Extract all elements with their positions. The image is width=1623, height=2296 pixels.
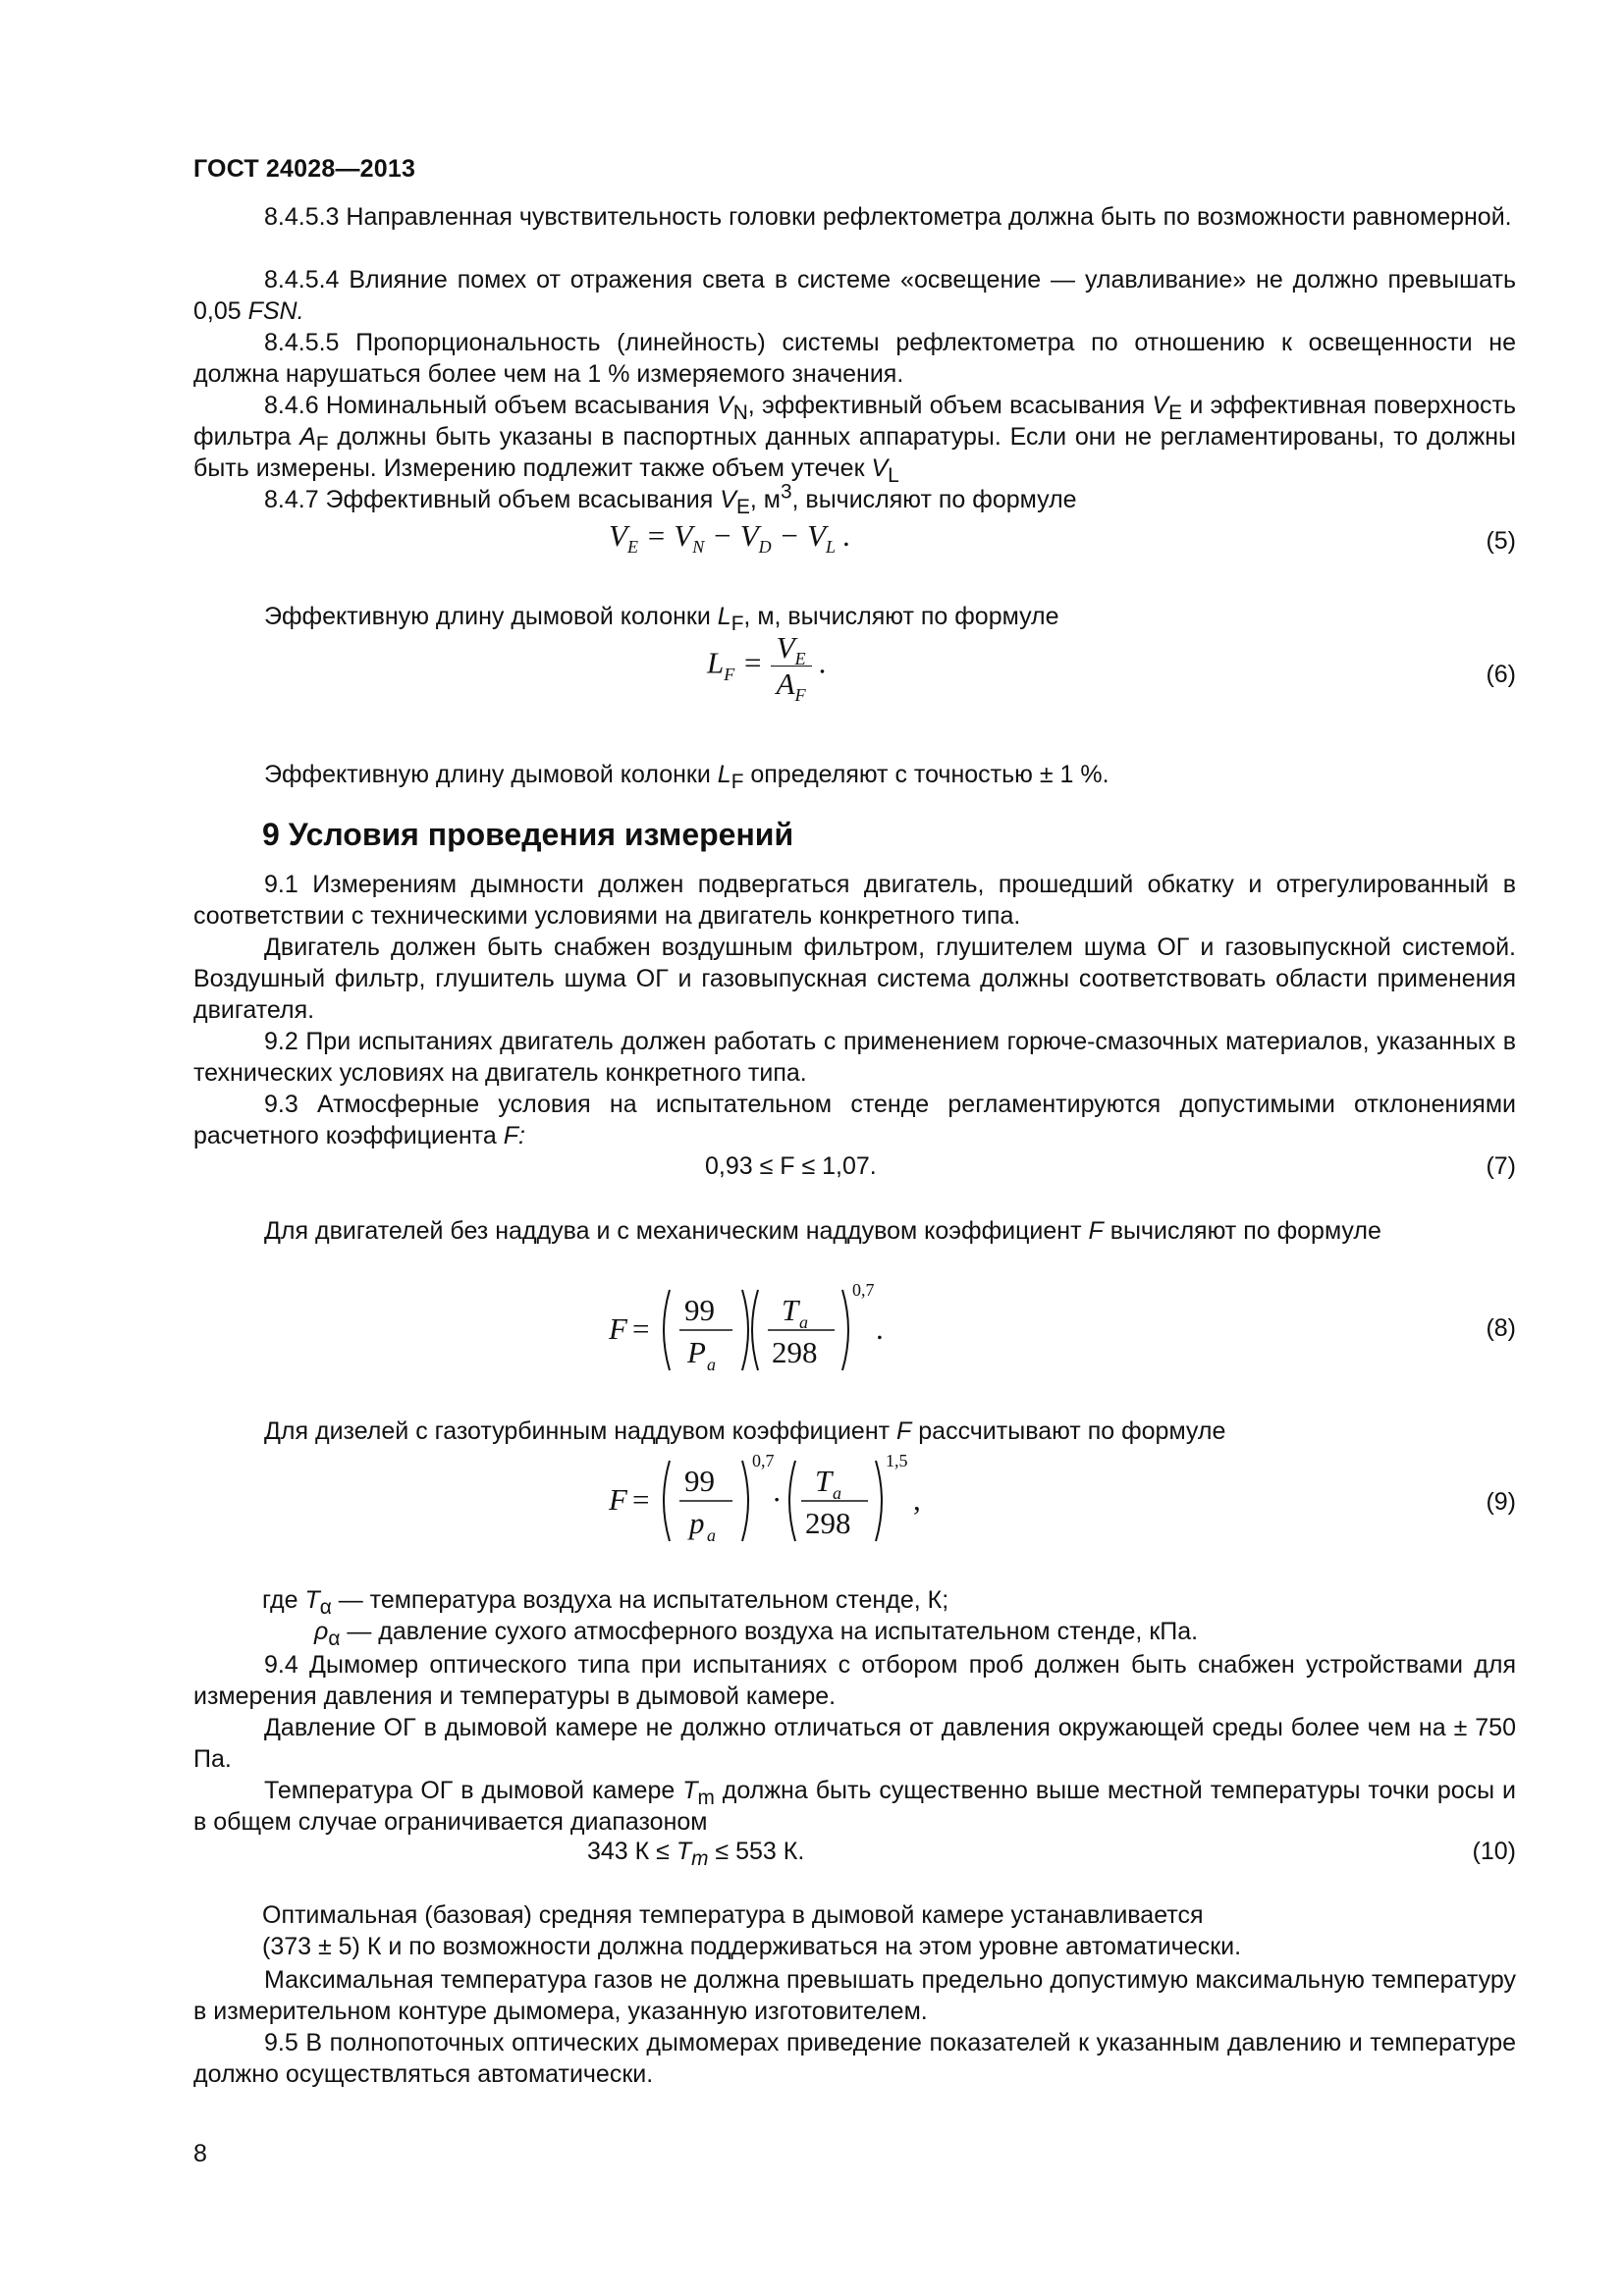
equation-7-number: (7)	[1486, 1152, 1516, 1180]
paragraph-9-5: 9.5 В полнопоточных оптических дымомерах приведение показателей к указанным давлению и температуре должно осуществляться автоматически.	[193, 2029, 1516, 2088]
equation-10: 343 $К \le T_m \le 553$ К.	[587, 1838, 805, 1870]
paragraph-9-4: 9.4 Дымомер оптического типа при испытаниях с отбором проб должен быть снабжен устройствами для измерения давления и температуры в дымовой камере.	[193, 1651, 1516, 1710]
svg-text:T: T	[782, 1293, 799, 1327]
page-number: 8	[193, 2140, 207, 2167]
where-ta: где $T_\alpha$ — температура воздуха на испытательном стенде, К;	[262, 1586, 949, 1619]
equation-5-number: (5)	[1486, 527, 1516, 555]
svg-text:99: 99	[684, 1293, 715, 1327]
svg-text:a: a	[707, 1525, 716, 1545]
svg-text:T: T	[815, 1464, 833, 1498]
paragraph-9-4b: Давление ОГ в дымовой камере не должно отличаться от давления окружающей среды более чем на ± 750 Па.	[193, 1714, 1516, 1773]
equation-6: $L_F$ = $\frac{V_E}{A_F}$ .	[707, 630, 828, 706]
svg-text:1,5: 1,5	[886, 1451, 908, 1470]
equation-9-number: (9)	[1486, 1488, 1516, 1516]
equation-10-number: (10)	[1472, 1838, 1516, 1865]
svg-text:P: P	[687, 1335, 706, 1369]
paragraph-8-4-5-5: 8.4.5.5 Пропорциональность (линейность) системы рефлектометра по отношению к освещенности не должна нарушаться более чем на 1 % измеряемого значения.	[193, 329, 1516, 388]
svg-text:=: =	[632, 1482, 650, 1517]
section-9-heading: 9 Условия проведения измерений	[262, 817, 794, 852]
svg-text:F: F	[609, 1311, 627, 1346]
paragraph-lf-accuracy: Эффективную длину дымовой колонки $L_F$ определяют с точностью ± 1 %.	[264, 761, 1109, 793]
svg-text:a: a	[799, 1312, 808, 1332]
where-rho: $\rho_\alpha$ — давление сухого атмосферного воздуха на испытательном стенде, кПа.	[314, 1618, 1199, 1650]
paragraph-8-4-6: 8.4.6 Номинальный объем всасывания $V_N$, эффективный объем всасывания $V_E$ и эффективная поверхность фильтра $A_F$ должны быть указаны в паспортных данных аппаратуры. Если они не регламентированы, то должны быть измерены. Измерению подлежит также объем утечек $V_L$	[193, 392, 1517, 487]
paragraph-9-1b: Двигатель должен быть снабжен воздушным фильтром, глушителем шума ОГ и газовыпускной системой. Воздушный фильтр, глушитель шума ОГ и газовыпускная система должны соответствовать области применения двигателя.	[193, 934, 1516, 1024]
paragraph-9-4c: Температура ОГ в дымовой камере $T_m$ должна быть существенно выше местной температуры точки росы и в общем случае ограничивается диапазоном	[193, 1777, 1517, 1836]
svg-text:p: p	[689, 1506, 705, 1540]
svg-text:a: a	[707, 1355, 716, 1374]
equation-8-number: (8)	[1486, 1314, 1516, 1342]
svg-text:0,7: 0,7	[752, 1451, 775, 1470]
paragraph-9-1: 9.1 Измерениям дымности должен подвергаться двигатель, прошедший обкатку и отрегулированный в соответствии с техническими условиями на двигатель конкретного типа.	[193, 871, 1516, 930]
svg-text:0,7: 0,7	[852, 1280, 875, 1300]
svg-text:298: 298	[805, 1506, 851, 1540]
paragraph-9-4d: Оптимальная (базовая) средняя температура в дымовой камере устанавливается	[262, 1901, 1204, 1929]
svg-text:·: ·	[772, 1482, 783, 1517]
equation-6-number: (6)	[1486, 661, 1516, 688]
document-header: ГОСТ 24028—2013	[193, 155, 416, 183]
equation-9	[599, 1447, 933, 1555]
svg-text:.: .	[876, 1311, 884, 1346]
svg-text:=: =	[632, 1311, 650, 1346]
svg-text:298: 298	[772, 1335, 818, 1369]
paragraph-9-4e: (373 ± 5) К и по возможности должна поддерживаться на этом уровне автоматически.	[262, 1933, 1242, 1960]
svg-text:a: a	[833, 1483, 841, 1503]
paragraph-9-3-c: Для двигателей без наддува и с механическим наддувом коэффициент F вычисляют по формуле	[264, 1217, 1381, 1245]
paragraph-9-3-d: Для дизелей с газотурбинным наддувом коэффициент F рассчитывают по формуле	[264, 1417, 1226, 1445]
paragraph-lf-intro: Эффективную длину дымовой колонки $L_F$, м, вычисляют по формуле	[264, 603, 1059, 635]
paragraph-9-2: 9.2 При испытаниях двигатель должен работать с применением горюче-смазочных материалов, указанных в технических условиях на двигатель конкретного типа.	[193, 1028, 1516, 1087]
equation-8	[599, 1276, 893, 1384]
equation-5: $V_E = V_N - V_D - V_L$ .	[609, 518, 851, 558]
paragraph-8-4-7: 8.4.7 Эффективный объем всасывания $V_E$, $м^3$, вычисляют по формуле	[264, 480, 1077, 518]
paragraph-8-4-5-3: 8.4.5.3 Направленная чувствительность головки рефлектометра должна быть по возможности равномерной.	[264, 203, 1512, 231]
paragraph-9-4f: Максимальная температура газов не должна превышать предельно допустимую максимальную температуру в измерительном контуре дымомера, указанную изготовителем.	[193, 1966, 1516, 2025]
svg-text:,: ,	[913, 1482, 921, 1517]
svg-text:99: 99	[684, 1464, 715, 1498]
equation-7: 0,93 ≤ F ≤ 1,07.	[705, 1152, 877, 1180]
paragraph-8-4-5-4: 8.4.5.4 Влияние помех от отражения света в системе «освещение — улавливание» не должно превышать 0,05 FSN.	[193, 266, 1516, 325]
paragraph-9-3: 9.3 Атмосферные условия на испытательном стенде регламентируются допустимыми отклонениями расчетного коэффициента F:	[193, 1091, 1516, 1149]
svg-text:F: F	[609, 1482, 627, 1517]
